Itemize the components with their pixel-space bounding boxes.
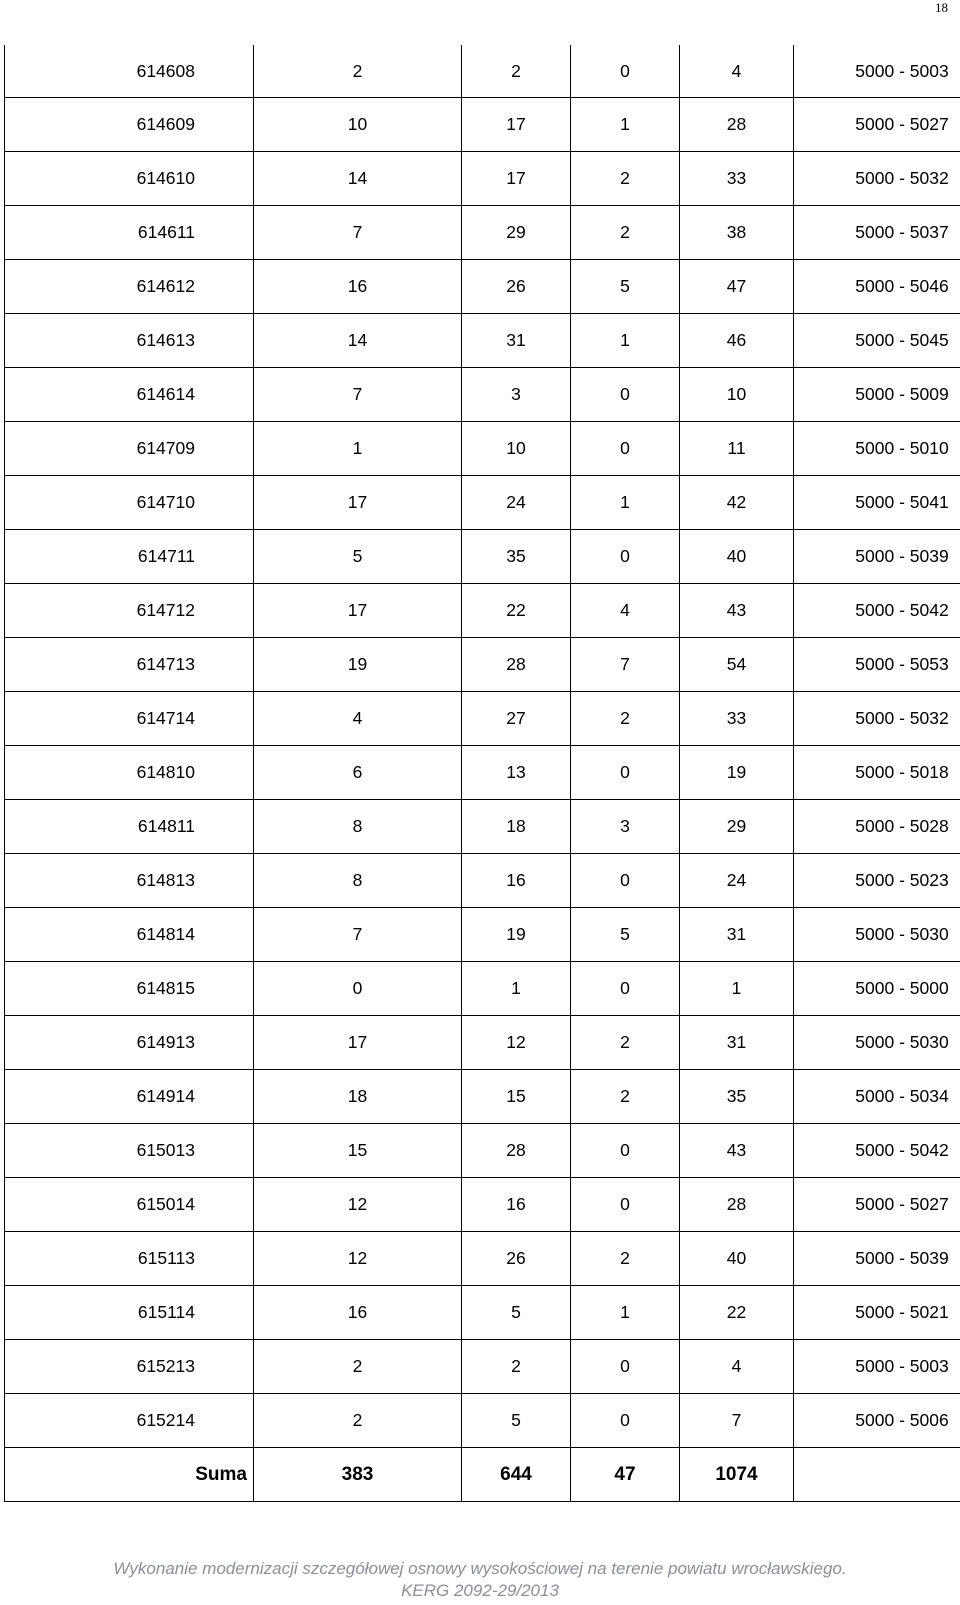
table-row xyxy=(5,638,960,692)
table-cell: 5000 - 5009 xyxy=(794,368,960,422)
table-cell: 8 xyxy=(254,854,462,908)
table-row xyxy=(5,530,960,584)
table-cell: 28 xyxy=(680,98,794,152)
table-cell: 2 xyxy=(462,1340,571,1394)
table-cell: 26 xyxy=(462,1232,571,1286)
table-cell: 29 xyxy=(462,206,571,260)
table-row xyxy=(5,1232,960,1286)
table-cell: 3 xyxy=(571,800,680,854)
table-cell: 614613 xyxy=(5,314,254,368)
table-cell: 5000 - 5030 xyxy=(794,1016,960,1070)
table-cell: 4 xyxy=(680,1340,794,1394)
data-table xyxy=(4,45,960,1502)
table-row xyxy=(5,1070,960,1124)
table-cell: 1 xyxy=(571,98,680,152)
table-cell: 24 xyxy=(462,476,571,530)
table-cell: 5000 - 5041 xyxy=(794,476,960,530)
table-cell: 614914 xyxy=(5,1070,254,1124)
page-footer xyxy=(0,1558,960,1602)
table-cell: 14 xyxy=(254,152,462,206)
summary-value: 644 xyxy=(462,1448,571,1502)
table-cell: 46 xyxy=(680,314,794,368)
table-cell: 5000 - 5003 xyxy=(794,1340,960,1394)
table-cell: 614612 xyxy=(5,260,254,314)
table-row xyxy=(5,98,960,152)
table-cell: 15 xyxy=(254,1124,462,1178)
table-cell: 615113 xyxy=(5,1232,254,1286)
table-cell: 5000 - 5027 xyxy=(794,98,960,152)
table-cell: 0 xyxy=(571,45,680,98)
table-cell: 16 xyxy=(254,1286,462,1340)
table-cell: 10 xyxy=(254,98,462,152)
table-cell: 7 xyxy=(254,368,462,422)
table-cell: 5000 - 5032 xyxy=(794,692,960,746)
table-cell: 7 xyxy=(571,638,680,692)
table-cell: 4 xyxy=(254,692,462,746)
table-cell: 28 xyxy=(462,638,571,692)
table-cell: 4 xyxy=(680,45,794,98)
table-row xyxy=(5,1124,960,1178)
table-cell: 16 xyxy=(254,260,462,314)
table-cell: 0 xyxy=(571,422,680,476)
table-cell: 5000 - 5034 xyxy=(794,1070,960,1124)
table-cell: 614710 xyxy=(5,476,254,530)
table-cell: 18 xyxy=(462,800,571,854)
table-cell: 33 xyxy=(680,692,794,746)
table-cell: 16 xyxy=(462,854,571,908)
table-cell: 5000 - 5018 xyxy=(794,746,960,800)
table-row xyxy=(5,908,960,962)
table-cell: 0 xyxy=(571,1394,680,1448)
table-row xyxy=(5,1394,960,1448)
table-cell: 614609 xyxy=(5,98,254,152)
table-cell: 5000 - 5037 xyxy=(794,206,960,260)
table-row xyxy=(5,746,960,800)
table-cell: 2 xyxy=(571,1070,680,1124)
table-row xyxy=(5,1178,960,1232)
table-cell: 5000 - 5000 xyxy=(794,962,960,1016)
table-row xyxy=(5,584,960,638)
table-cell: 614712 xyxy=(5,584,254,638)
table-cell: 43 xyxy=(680,1124,794,1178)
table-cell: 615213 xyxy=(5,1340,254,1394)
table-cell: 2 xyxy=(254,1340,462,1394)
table-cell: 1 xyxy=(462,962,571,1016)
table-cell: 615114 xyxy=(5,1286,254,1340)
table-cell: 614714 xyxy=(5,692,254,746)
table-cell: 1 xyxy=(254,422,462,476)
table-cell: 5000 - 5042 xyxy=(794,1124,960,1178)
table-cell: 5000 - 5045 xyxy=(794,314,960,368)
table-cell: 614814 xyxy=(5,908,254,962)
table-cell: 5000 - 5039 xyxy=(794,530,960,584)
table-cell: 47 xyxy=(680,260,794,314)
table-cell: 24 xyxy=(680,854,794,908)
summary-empty-cell xyxy=(794,1448,960,1502)
table-cell: 35 xyxy=(680,1070,794,1124)
table-cell: 3 xyxy=(462,368,571,422)
table-cell: 5000 - 5006 xyxy=(794,1394,960,1448)
summary-value: 383 xyxy=(254,1448,462,1502)
summary-row xyxy=(5,1448,960,1502)
table-cell: 0 xyxy=(254,962,462,1016)
table-cell: 614815 xyxy=(5,962,254,1016)
table-cell: 0 xyxy=(571,746,680,800)
table-cell: 17 xyxy=(254,476,462,530)
table-cell: 5 xyxy=(462,1394,571,1448)
table-cell: 5 xyxy=(571,260,680,314)
table-cell: 0 xyxy=(571,1178,680,1232)
table-cell: 31 xyxy=(462,314,571,368)
table-cell: 2 xyxy=(254,45,462,98)
footer-line-1: Wykonanie modernizacji szczegółowej osnowy wysokościowej na terenie powiatu wrocławskiego. xyxy=(113,1559,847,1578)
table-row xyxy=(5,692,960,746)
table-cell: 29 xyxy=(680,800,794,854)
table-cell: 18 xyxy=(254,1070,462,1124)
table-cell: 614709 xyxy=(5,422,254,476)
table-cell: 614608 xyxy=(5,45,254,98)
table-cell: 19 xyxy=(462,908,571,962)
table-cell: 5 xyxy=(571,908,680,962)
table-row xyxy=(5,800,960,854)
table-cell: 13 xyxy=(462,746,571,800)
table-cell: 614713 xyxy=(5,638,254,692)
table-cell: 26 xyxy=(462,260,571,314)
page-number: 18 xyxy=(935,0,948,15)
table-cell: 17 xyxy=(462,98,571,152)
table-cell: 38 xyxy=(680,206,794,260)
table-cell: 5000 - 5003 xyxy=(794,45,960,98)
table-cell: 17 xyxy=(254,1016,462,1070)
table-row xyxy=(5,962,960,1016)
summary-value: 1074 xyxy=(680,1448,794,1502)
table-cell: 17 xyxy=(462,152,571,206)
table-row xyxy=(5,45,960,98)
table-cell: 5000 - 5030 xyxy=(794,908,960,962)
table-row xyxy=(5,152,960,206)
table-row xyxy=(5,422,960,476)
table-row xyxy=(5,476,960,530)
table-cell: 12 xyxy=(462,1016,571,1070)
footer-line-2: KERG 2092-29/2013 xyxy=(401,1581,559,1600)
table-cell: 5000 - 5021 xyxy=(794,1286,960,1340)
table-cell: 614611 xyxy=(5,206,254,260)
table-cell: 2 xyxy=(254,1394,462,1448)
table-cell: 31 xyxy=(680,908,794,962)
table-cell: 8 xyxy=(254,800,462,854)
table-cell: 31 xyxy=(680,1016,794,1070)
table-cell: 1 xyxy=(571,476,680,530)
table-cell: 6 xyxy=(254,746,462,800)
summary-value: 47 xyxy=(571,1448,680,1502)
table-cell: 1 xyxy=(571,1286,680,1340)
table-row xyxy=(5,1286,960,1340)
table-cell: 5000 - 5028 xyxy=(794,800,960,854)
table-cell: 0 xyxy=(571,1340,680,1394)
table-cell: 614614 xyxy=(5,368,254,422)
table-cell: 5000 - 5010 xyxy=(794,422,960,476)
table-cell: 2 xyxy=(571,1016,680,1070)
table-cell: 1 xyxy=(571,314,680,368)
table-cell: 2 xyxy=(571,692,680,746)
table-cell: 22 xyxy=(680,1286,794,1340)
table-cell: 0 xyxy=(571,962,680,1016)
table-cell: 5000 - 5023 xyxy=(794,854,960,908)
table-cell: 0 xyxy=(571,1124,680,1178)
table-cell: 40 xyxy=(680,530,794,584)
table-cell: 5000 - 5053 xyxy=(794,638,960,692)
table-cell: 614913 xyxy=(5,1016,254,1070)
table-cell: 615014 xyxy=(5,1178,254,1232)
table-cell: 14 xyxy=(254,314,462,368)
table-row xyxy=(5,854,960,908)
table-cell: 2 xyxy=(571,152,680,206)
table-row xyxy=(5,260,960,314)
table-cell: 19 xyxy=(254,638,462,692)
table-cell: 22 xyxy=(462,584,571,638)
table-cell: 614810 xyxy=(5,746,254,800)
table-cell: 15 xyxy=(462,1070,571,1124)
table-cell: 4 xyxy=(571,584,680,638)
table-cell: 5000 - 5032 xyxy=(794,152,960,206)
table-cell: 27 xyxy=(462,692,571,746)
table-cell: 12 xyxy=(254,1232,462,1286)
table-cell: 10 xyxy=(680,368,794,422)
table-cell: 614610 xyxy=(5,152,254,206)
table-cell: 10 xyxy=(462,422,571,476)
table-cell: 615013 xyxy=(5,1124,254,1178)
table-cell: 5000 - 5039 xyxy=(794,1232,960,1286)
table-cell: 614811 xyxy=(5,800,254,854)
table-cell: 54 xyxy=(680,638,794,692)
table-cell: 12 xyxy=(254,1178,462,1232)
table-cell: 7 xyxy=(680,1394,794,1448)
table-cell: 5000 - 5046 xyxy=(794,260,960,314)
table-row xyxy=(5,368,960,422)
table-cell: 0 xyxy=(571,530,680,584)
table-cell: 0 xyxy=(571,368,680,422)
table-cell: 2 xyxy=(571,206,680,260)
table-cell: 7 xyxy=(254,908,462,962)
table-cell: 615214 xyxy=(5,1394,254,1448)
table-row xyxy=(5,206,960,260)
table-cell: 28 xyxy=(680,1178,794,1232)
table-cell: 42 xyxy=(680,476,794,530)
table-body xyxy=(5,45,960,1502)
table-row xyxy=(5,314,960,368)
table-cell: 1 xyxy=(680,962,794,1016)
table-cell: 43 xyxy=(680,584,794,638)
table-cell: 16 xyxy=(462,1178,571,1232)
table-cell: 33 xyxy=(680,152,794,206)
table-cell: 2 xyxy=(462,45,571,98)
table-cell: 40 xyxy=(680,1232,794,1286)
table-cell: 35 xyxy=(462,530,571,584)
table-row xyxy=(5,1340,960,1394)
table-cell: 5 xyxy=(462,1286,571,1340)
table-cell: 17 xyxy=(254,584,462,638)
summary-label: Suma xyxy=(5,1448,254,1502)
table-cell: 0 xyxy=(571,854,680,908)
table-row xyxy=(5,1016,960,1070)
table-cell: 11 xyxy=(680,422,794,476)
table-cell: 5 xyxy=(254,530,462,584)
table-cell: 614711 xyxy=(5,530,254,584)
table-cell: 19 xyxy=(680,746,794,800)
table-cell: 5000 - 5027 xyxy=(794,1178,960,1232)
table-cell: 614813 xyxy=(5,854,254,908)
table-cell: 2 xyxy=(571,1232,680,1286)
table-cell: 5000 - 5042 xyxy=(794,584,960,638)
table-cell: 28 xyxy=(462,1124,571,1178)
table-cell: 7 xyxy=(254,206,462,260)
